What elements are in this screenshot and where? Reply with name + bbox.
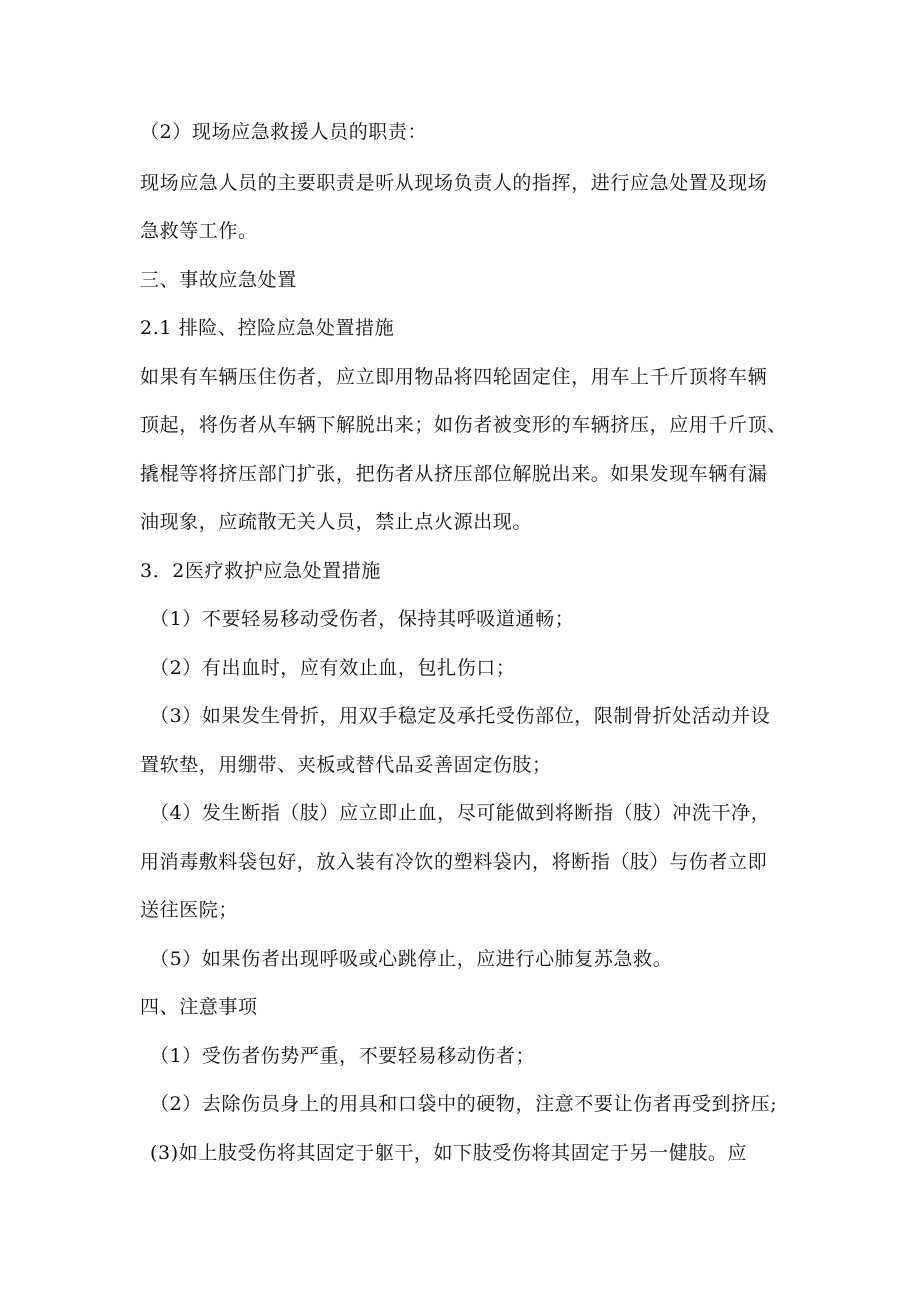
section-heading-4: 四、注意事项 bbox=[140, 996, 258, 1018]
list-item: （1）受伤者伤势严重，不要轻易移动伤者； bbox=[150, 1045, 536, 1067]
list-item: （4）发生断指（肢）应立即止血，尽可能做到将断指（肢）冲洗干净， bbox=[150, 802, 771, 824]
paragraph-line: 如果有车辆压住伤者，应立即用物品将四轮固定住，用车上千斤顶将车辆 bbox=[140, 366, 768, 388]
paragraph-line: 油现象，应疏散无关人员，禁止点火源出现。 bbox=[140, 511, 533, 533]
list-item: (3)如上肢受伤将其固定于躯干，如下肢受伤将其固定于另一健肢。应 bbox=[150, 1142, 748, 1164]
section-heading-3: 三、事故应急处置 bbox=[140, 269, 297, 291]
paragraph-line: 顶起，将伤者从车辆下解脱出来；如伤者被变形的车辆挤压，应用千斤顶、 bbox=[140, 414, 787, 436]
list-item-continuation: 置软垫，用绷带、夹板或替代品妥善固定伤肢； bbox=[140, 754, 552, 776]
list-item: （1）不要轻易移动受伤者，保持其呼吸道通畅； bbox=[150, 608, 575, 630]
list-item: （3）如果发生骨折，用双手稳定及承托受伤部位，限制骨折处活动并设 bbox=[150, 705, 771, 727]
list-item: （2）有出血时，应有效止血，包扎伤口； bbox=[150, 657, 516, 679]
list-item: （5）如果伤者出现呼吸或心跳停止，应进行心肺复苏急救。 bbox=[150, 948, 673, 970]
list-item-continuation: 用消毒敷料袋包好，放入装有冷饮的塑料袋内，将断指（肢）与伤者立即 bbox=[140, 851, 768, 873]
subsection-heading-3-2: 3．2医疗救护应急处置措施 bbox=[140, 560, 381, 582]
subsection-heading-2-1: 2.1 排险、控险应急处置措施 bbox=[140, 317, 395, 339]
paragraph-line: 急救等工作。 bbox=[140, 220, 258, 242]
paragraph-line: 现场应急人员的主要职责是听从现场负责人的指挥，进行应急处置及现场 bbox=[140, 172, 768, 194]
sub-item-2-staff-duties: （2）现场应急救援人员的职责： bbox=[140, 121, 428, 143]
paragraph-line: 撬棍等将挤压部门扩张，把伤者从挤压部位解脱出来。如果发现车辆有漏 bbox=[140, 463, 768, 485]
list-item-continuation: 送往医院； bbox=[140, 899, 239, 921]
list-item: （2）去除伤员身上的用具和口袋中的硬物，注意不要让伤者再受到挤压; bbox=[150, 1093, 778, 1115]
